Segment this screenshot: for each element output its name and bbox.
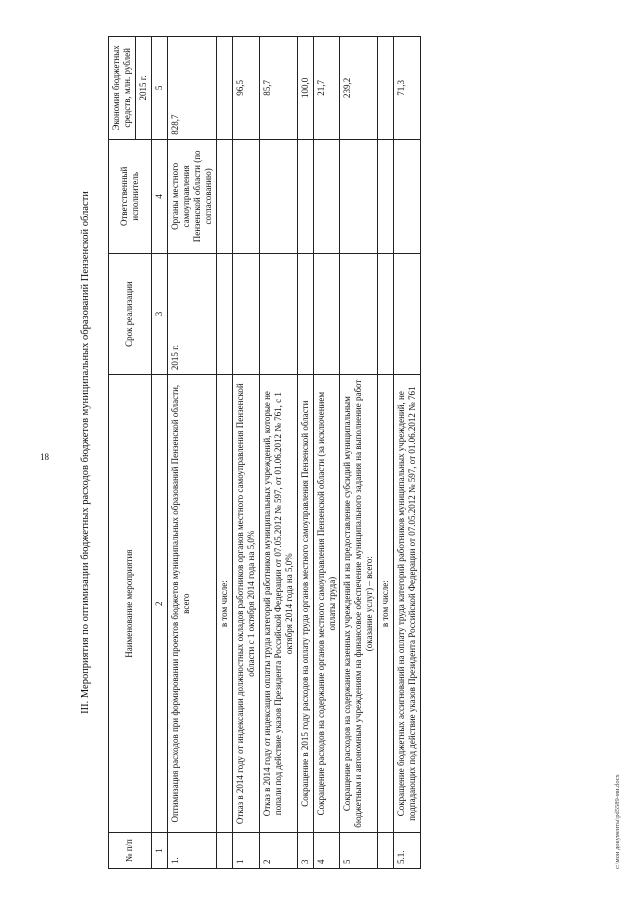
row-number: 4 [313,833,340,869]
row-value: 85,7 [259,37,297,140]
row-name: в том числе: [216,375,232,833]
row-number: 1 [232,833,259,869]
row-value: 21,7 [313,37,340,140]
row-number: 5.1. [394,833,421,869]
row-name: в том числе: [378,375,394,833]
row-responsible [340,139,378,253]
row-value: 239,2 [340,37,378,140]
row-name: Сокращение в 2015 году расходов на оплату труда органов местного самоуправления Пензенской области [297,375,313,833]
row-responsible [232,139,259,253]
col-header-responsible: Ответственный исполнитель [109,139,152,253]
row-responsible [378,139,394,253]
colnum-2: 2 [151,375,167,833]
row-term [232,253,259,374]
row-term [394,253,421,374]
col-header-economy-year: 2015 г. [135,37,151,140]
row-value: 71,3 [394,37,421,140]
row-name: Отказ в 2014 году от индексации оплаты труда категорий работников муниципальных учреждений, которые не попали под действие указов Президента Российской Федерации от 07.05.2012 № 597, от 01.06.2012 № 761, с 1 октября 2014 года на 5,0% [259,375,297,833]
row-number: 1. [167,833,216,869]
table-row [340,37,378,869]
table-row [167,37,216,869]
col-header-number: № п/п [109,833,152,869]
row-number [378,833,394,869]
row-responsible [216,139,232,253]
table-row [216,37,232,869]
table-row [297,37,313,869]
row-term [216,253,232,374]
row-responsible: Органы местного самоуправления Пензенской области (по согласованию) [167,139,216,253]
section-heading: III. Мероприятия по оптимизации бюджетных расходов бюджетов муниципальных образований Пензенской области [80,191,91,714]
measures-table [108,36,421,869]
row-term [313,253,340,374]
colnum-3: 3 [151,253,167,374]
row-number: 2 [259,833,297,869]
row-responsible [297,139,313,253]
row-number: 3 [297,833,313,869]
row-term [378,253,394,374]
row-value: 100,0 [297,37,313,140]
row-responsible [259,139,297,253]
row-name: Сокращение расходов на содержание казенных учреждений и на предоставление субсидий муниципальным бюджетным и автономным учреждениям на финансовое обеспечение муниципального задания на выполнение работ (оказание услуг) – всего: [340,375,378,833]
row-responsible [313,139,340,253]
row-number [216,833,232,869]
row-name: Оптимизация расходов при формировании проектов бюджетов муниципальных образований Пензенской области, всего [167,375,216,833]
table-row [394,37,421,869]
row-name: Сокращение бюджетных ассигнований на оплату труда категорий работников муниципальных учреждений, не подпадающих под действие указов Президента Российской Федерации от 07.05.2012 № 597, от 01.06.2012 № 761 [394,375,421,833]
table-header-row [109,37,136,869]
row-value [378,37,394,140]
colnum-4: 4 [151,139,167,253]
table-row [232,37,259,869]
table-row [259,37,297,869]
row-value: 828,7 [167,37,216,140]
row-term [259,253,297,374]
colnum-5: 5 [151,37,167,140]
colnum-1: 1 [151,833,167,869]
column-number-row [151,37,167,869]
row-term [340,253,378,374]
row-term: 2015 г. [167,253,216,374]
table-row [378,37,394,869]
row-name: Сокращение расходов на содержание органов местного самоуправления Пензенской области (за исключением оплаты труда) [313,375,340,833]
col-header-term: Срок реализации [109,253,152,374]
file-path-footer: c:\мои документы\pd5589-ми.docx [614,774,621,869]
row-value [216,37,232,140]
row-value: 96,5 [232,37,259,140]
page-number: 18 [40,452,49,462]
row-responsible [394,139,421,253]
row-term [297,253,313,374]
col-header-economy: Экономия бюджетных средств, млн. рублей [109,37,136,140]
row-name: Отказ в 2014 году от индексации должностных окладов работников органов местного самоуправления Пензенской области с 1 октября 2014 года на 5,0% [232,375,259,833]
row-number: 5 [340,833,378,869]
table-row [313,37,340,869]
col-header-name: Наименование мероприятия [109,375,152,833]
